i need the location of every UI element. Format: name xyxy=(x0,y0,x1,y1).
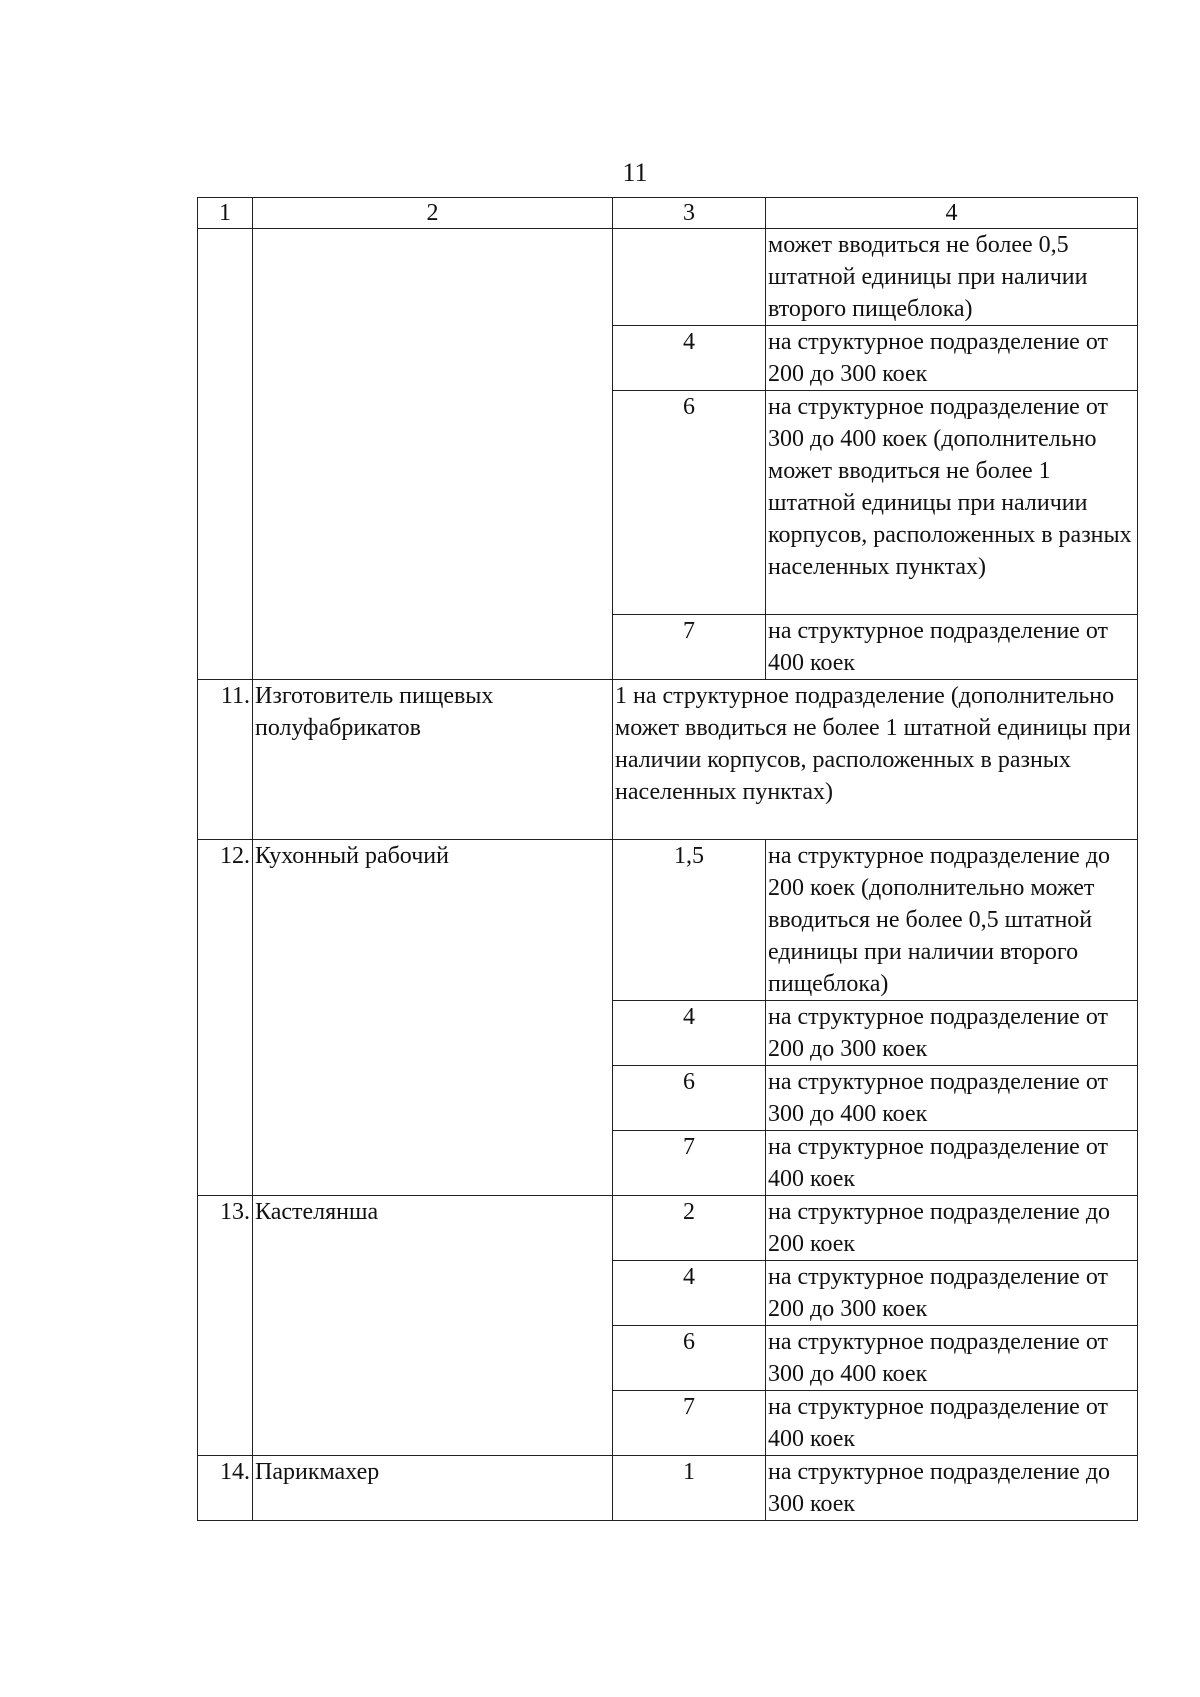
condition-cell: на структурное подразделение до 200 коек (дополнительно может вводиться не более 0,5 штатной единицы при наличии второго пищеблока) xyxy=(766,840,1138,1001)
table-row xyxy=(198,1456,1138,1521)
position-name-cell: Изготовитель пищевых полуфабрикатов xyxy=(253,680,613,840)
quantity-cell: 7 xyxy=(613,1131,766,1196)
merged-condition-cell: 1 на структурное подразделение (дополнительно может вводиться не более 1 штатной единицы при наличии корпусов, расположенных в разных населенных пунктах) xyxy=(613,680,1138,840)
quantity-cell: 7 xyxy=(613,615,766,680)
quantity-cell xyxy=(613,229,766,326)
staffing-table xyxy=(197,197,1138,1521)
row-number-cell: 11. xyxy=(198,680,253,840)
position-name-cell: Кастелянша xyxy=(253,1196,613,1456)
condition-cell: на структурное подразделение от 400 коек xyxy=(766,1391,1138,1456)
column-header-2: 2 xyxy=(253,198,613,229)
condition-cell: на структурное подразделение от 200 до 300 коек xyxy=(766,326,1138,391)
condition-cell: на структурное подразделение от 300 до 400 коек (дополнительно может вводиться не более 1 штатной единицы при наличии корпусов, расположенных в разных населенных пунктах) xyxy=(766,391,1138,615)
table-row xyxy=(198,1196,1138,1261)
quantity-cell: 1 xyxy=(613,1456,766,1521)
quantity-cell: 4 xyxy=(613,326,766,391)
quantity-cell: 4 xyxy=(613,1001,766,1066)
condition-cell: на структурное подразделение от 400 коек xyxy=(766,615,1138,680)
row-number-cell: 13. xyxy=(198,1196,253,1456)
condition-cell: на структурное подразделение от 300 до 400 коек xyxy=(766,1326,1138,1391)
position-name-cell xyxy=(253,229,613,680)
table-row xyxy=(198,680,1138,840)
quantity-cell: 2 xyxy=(613,1196,766,1261)
row-number-cell: 14. xyxy=(198,1456,253,1521)
condition-cell: на структурное подразделение до 300 коек xyxy=(766,1456,1138,1521)
table-row xyxy=(198,840,1138,1001)
condition-cell: на структурное подразделение до 200 коек xyxy=(766,1196,1138,1261)
condition-cell: на структурное подразделение от 400 коек xyxy=(766,1131,1138,1196)
condition-cell: на структурное подразделение от 200 до 300 коек xyxy=(766,1001,1138,1066)
row-number-cell xyxy=(198,229,253,680)
table-row xyxy=(198,229,1138,326)
table-header-row xyxy=(198,198,1138,229)
condition-cell: на структурное подразделение от 300 до 400 коек xyxy=(766,1066,1138,1131)
condition-cell: на структурное подразделение от 200 до 300 коек xyxy=(766,1261,1138,1326)
column-header-3: 3 xyxy=(613,198,766,229)
quantity-cell: 4 xyxy=(613,1261,766,1326)
quantity-cell: 7 xyxy=(613,1391,766,1456)
quantity-cell: 6 xyxy=(613,1066,766,1131)
quantity-cell: 6 xyxy=(613,1326,766,1391)
condition-cell: может вводиться не более 0,5 штатной единицы при наличии второго пищеблока) xyxy=(766,229,1138,326)
page-number: 11 xyxy=(622,158,648,187)
quantity-cell: 1,5 xyxy=(613,840,766,1001)
position-name-cell: Кухонный рабочий xyxy=(253,840,613,1196)
column-header-4: 4 xyxy=(766,198,1138,229)
quantity-cell: 6 xyxy=(613,391,766,615)
column-header-1: 1 xyxy=(198,198,253,229)
row-number-cell: 12. xyxy=(198,840,253,1196)
position-name-cell: Парикмахер xyxy=(253,1456,613,1521)
